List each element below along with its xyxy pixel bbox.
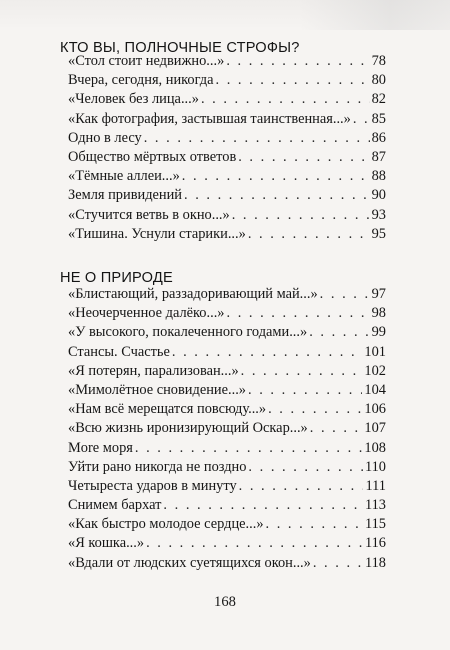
toc-entry bbox=[68, 439, 386, 458]
toc-entry bbox=[68, 110, 386, 129]
toc-entry-page: 116 bbox=[364, 535, 386, 552]
toc-entry bbox=[68, 167, 386, 186]
toc-entry-title: «Блистающий, раззадоривающий май...» bbox=[68, 286, 318, 302]
dot-leader bbox=[216, 71, 370, 90]
toc-entry-title: Земля привидений bbox=[68, 187, 183, 204]
toc-entry bbox=[68, 419, 386, 438]
dot-leader bbox=[248, 225, 370, 244]
toc-entry-title: «Тёмные аллеи...» bbox=[68, 168, 180, 185]
toc-entry bbox=[68, 458, 386, 477]
toc-entry bbox=[68, 186, 386, 205]
toc-entry-title: «Я потерян, парализован...» bbox=[68, 362, 239, 379]
toc-entry bbox=[68, 90, 386, 109]
toc-entry-title: «Неочерченное далёко...» bbox=[68, 305, 225, 322]
toc-entry-title: «Человек без лица...» bbox=[68, 91, 199, 108]
toc-entry-title: «У высокого, покалеченного годами...» bbox=[68, 324, 308, 341]
dot-leader bbox=[266, 515, 363, 534]
toc-entry bbox=[68, 71, 386, 90]
toc-entry bbox=[68, 381, 386, 400]
toc-entry-page: 113 bbox=[364, 497, 386, 514]
toc-entry-page: 101 bbox=[364, 343, 386, 360]
dot-leader bbox=[268, 400, 362, 419]
toc-entry-title: Снимем бархат bbox=[68, 497, 162, 514]
toc-entry-title: Четыреста ударов в минуту bbox=[68, 477, 237, 494]
toc-entry-page: 107 bbox=[364, 420, 386, 437]
toc-entry-title: «Как быстро молодое сердце...» bbox=[68, 516, 264, 533]
toc-entry-title: «Мимолётное сновидение...» bbox=[68, 381, 246, 398]
toc-entry-page: 115 bbox=[364, 516, 386, 533]
toc-entry-page: 95 bbox=[371, 225, 386, 242]
dot-leader bbox=[135, 439, 363, 458]
toc-entry bbox=[68, 362, 386, 381]
toc-entry-page: 104 bbox=[364, 381, 386, 398]
dot-leader bbox=[184, 186, 370, 205]
toc-entry bbox=[68, 343, 386, 362]
dot-leader bbox=[182, 167, 370, 186]
toc-entry-title: «Как фотография, застывшая таинственная...» bbox=[68, 110, 351, 127]
toc-entry bbox=[68, 52, 386, 71]
toc-entry bbox=[68, 285, 386, 304]
toc-entry-page: 90 bbox=[371, 187, 386, 204]
toc-entry-page: 88 bbox=[371, 168, 386, 185]
toc-entry bbox=[68, 477, 386, 496]
toc-entry-title: «Всю жизнь иронизирующий Оскар...» bbox=[68, 420, 308, 437]
toc-entry-page: 82 bbox=[371, 91, 386, 108]
toc-entry-page: 102 bbox=[364, 362, 386, 379]
dot-leader bbox=[310, 419, 363, 438]
page-number: 168 bbox=[214, 594, 236, 610]
dot-leader bbox=[172, 343, 363, 362]
toc-entry-page: 98 bbox=[371, 305, 386, 322]
toc-entry-page: 78 bbox=[371, 53, 386, 69]
toc-entry-title: Стансы. Счастье bbox=[68, 343, 170, 360]
dot-leader bbox=[238, 148, 369, 167]
toc-list bbox=[68, 285, 386, 573]
toc-entry-title: «Стучится ветвь в окно...» bbox=[68, 206, 230, 223]
dot-leader bbox=[227, 304, 370, 323]
toc-entry-title: Уйти рано никогда не поздно bbox=[68, 458, 247, 475]
toc-entry-title: «Вдали от людских суетящихся окон...» bbox=[68, 554, 311, 571]
toc-entry-title: Мore моря bbox=[68, 439, 133, 456]
toc-entry-page: 111 bbox=[365, 477, 386, 494]
toc-entry bbox=[68, 129, 386, 148]
toc-entry-title: «Нам всё мерещатся повсюду...» bbox=[68, 401, 267, 418]
toc-entry bbox=[68, 323, 386, 342]
toc-entry-title: Общество мёртвых ответов bbox=[68, 148, 237, 165]
toc-entry-page: 85 bbox=[371, 110, 386, 127]
dot-leader bbox=[239, 477, 364, 496]
toc-entry bbox=[68, 400, 386, 419]
toc-list bbox=[68, 52, 386, 244]
dot-leader bbox=[248, 458, 363, 477]
bleed-through-shadow bbox=[300, 0, 450, 30]
toc-entry-title: «Стол стоит недвижно...» bbox=[68, 53, 225, 69]
toc-entry-page: 87 bbox=[371, 148, 386, 165]
toc-entry-page: 108 bbox=[364, 439, 386, 456]
toc-entry-page: 110 bbox=[364, 458, 386, 475]
section-title: КТО ВЫ, ПОЛНОЧНЫЕ СТРОФЫ? bbox=[60, 40, 300, 56]
dot-leader bbox=[309, 323, 369, 342]
toc-entry-title: Одно в лесу bbox=[68, 129, 142, 146]
toc-entry-title: «Тишина. Уснули старики...» bbox=[68, 225, 246, 242]
dot-leader bbox=[248, 381, 362, 400]
toc-entry-page: 118 bbox=[364, 554, 386, 571]
dot-leader bbox=[146, 534, 363, 553]
toc-entry-page: 93 bbox=[371, 206, 386, 223]
toc-entry bbox=[68, 304, 386, 323]
dot-leader bbox=[144, 129, 370, 148]
dot-leader bbox=[226, 52, 369, 71]
toc-entry bbox=[68, 534, 386, 553]
toc-entry-page: 86 bbox=[371, 129, 386, 146]
dot-leader bbox=[320, 285, 370, 304]
toc-entry-page: 80 bbox=[371, 72, 386, 89]
toc-entry-page: 97 bbox=[371, 286, 386, 302]
toc-entry-page: 106 bbox=[364, 401, 386, 418]
dot-leader bbox=[241, 362, 363, 381]
dot-leader bbox=[201, 90, 370, 109]
section-title: НЕ О ПРИРОДЕ bbox=[60, 270, 173, 286]
toc-entry bbox=[68, 148, 386, 167]
toc-entry bbox=[68, 225, 386, 244]
toc-entry-title: «Я кошка...» bbox=[68, 535, 145, 552]
dot-leader bbox=[163, 496, 363, 515]
toc-entry-title: Вчера, сегодня, никогда bbox=[68, 72, 214, 89]
toc-entry bbox=[68, 554, 386, 573]
dot-leader bbox=[232, 206, 370, 225]
dot-leader bbox=[353, 110, 370, 129]
toc-entry-page: 99 bbox=[371, 324, 386, 341]
toc-entry bbox=[68, 496, 386, 515]
dot-leader bbox=[313, 554, 363, 573]
toc-entry bbox=[68, 515, 386, 534]
toc-entry bbox=[68, 206, 386, 225]
